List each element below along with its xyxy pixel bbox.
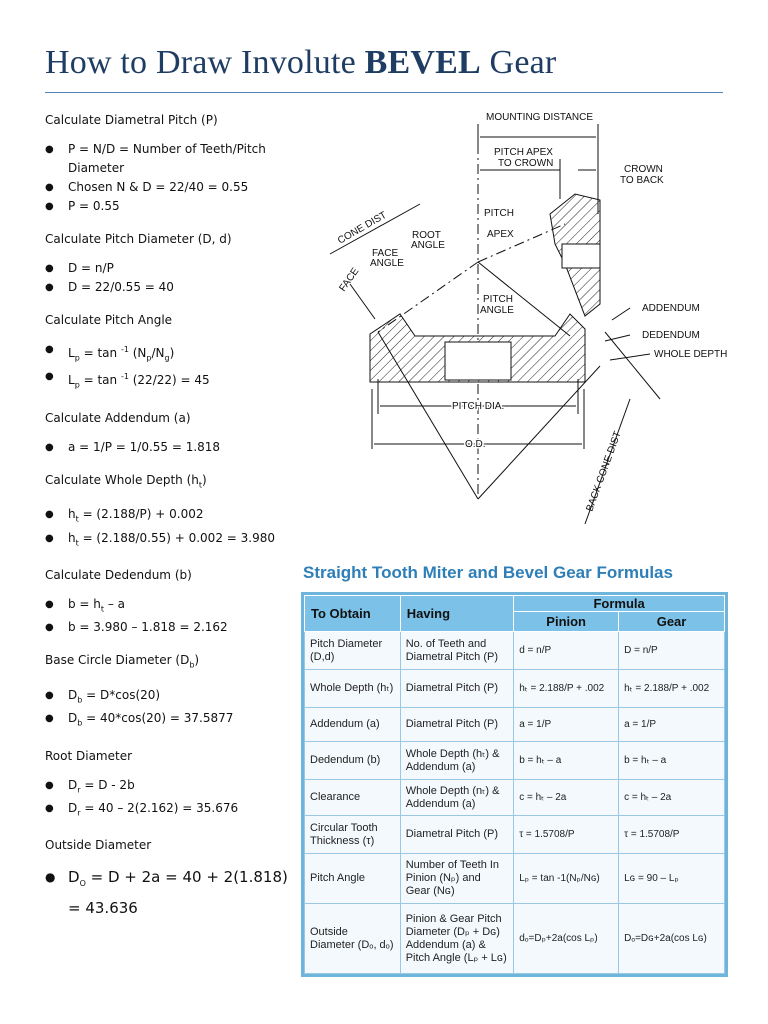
title-bold-word: BEVEL [364, 44, 481, 81]
pitch-angle-label: PITCH [483, 294, 513, 305]
section-heading: Calculate Whole Depth $(h_t)$ [45, 472, 207, 490]
table-row: Outside Diameter (Dₒ, dₒ) Pinion & Gear Pitch Diameter (Dₚ + Dɢ) Addendum (a) & Pitch Angle (Lₚ + Lɢ) dₒ=Dₚ+2a(cos Lₚ) Dₒ=Dɢ+2a(cos Lɢ) [305, 904, 725, 974]
face-angle-label: FACE [372, 248, 399, 259]
crown-back-label: TO BACK [620, 175, 664, 186]
list-item: ● $h_t = (2.188/0.55) + 0.002 = 3.980$ [45, 529, 300, 552]
bullet-list [45, 259, 300, 297]
header-pinion: Pinion [514, 612, 619, 632]
header-gear: Gear [619, 612, 725, 632]
list-item: ● $L_p = \tan ^{-1}$ $(N_p/N_g)$ [45, 340, 300, 367]
header-formula: Formula [514, 596, 725, 612]
title-rule [45, 92, 723, 93]
apex-label: APEX [487, 229, 514, 240]
whole-depth-label: WHOLE DEPTH [654, 349, 728, 360]
list-item: ● $D_b = 40*\cos(20) = 37.5877$ [45, 709, 300, 732]
table-row: Circular Tooth Thickness (τ) Diametral Pitch (P) τ = 1.5708/P τ = 1.5708/P [305, 816, 725, 854]
page-title: How to Draw Involute BEVEL Gear [45, 44, 557, 81]
bullet-list [45, 686, 300, 733]
list-item: ● b = 3.980 – 1.818 = 2.162 [45, 618, 300, 637]
section-heading: Root Diameter [45, 748, 133, 763]
bullet-list [45, 595, 300, 637]
pitch-apex-label-2: TO CROWN [498, 158, 554, 169]
bevel-gear-diagram [300, 104, 730, 554]
bullet-list [45, 865, 300, 920]
pitch-angle-label-2: ANGLE [480, 305, 514, 316]
back-cone-dist-label: BACK CONE DIST [584, 429, 624, 514]
table-row: Whole Depth (hₜ) Diametral Pitch (P) hₜ = 2.188/P + .002 hₜ = 2.188/P + .002 [305, 670, 725, 708]
section-heading: Calculate Pitch Angle [45, 313, 173, 327]
section-heading: Calculate Diametral Pitch (P) [45, 113, 218, 127]
face-label: FACE [337, 266, 362, 294]
header-to-obtain: To Obtain [305, 596, 401, 632]
root-angle-label-2: ANGLE [411, 240, 445, 251]
list-item: ● a = 1/P = 1/0.55 = 1.818 [45, 438, 300, 457]
mounting-distance-label: MOUNTING DISTANCE [486, 112, 594, 123]
list-item: ● $D_r = D - 2b$ [45, 776, 300, 799]
list-item: ● $D_O = D + 2a = 40 + 2(1.818) = 43.636$ [45, 865, 300, 920]
list-item: ● $b = h_t - a$ [45, 595, 300, 618]
calculation-steps [45, 112, 300, 935]
bullet-list [45, 140, 300, 216]
list-item: ● Chosen N & D = 22/40 = 0.55 [45, 178, 300, 197]
dedendum-label: DEDENDUM [642, 330, 700, 341]
table-row: Clearance Whole Depth (nₜ) & Addendum (a) c = hₜ – 2a c = hₜ – 2a [305, 780, 725, 816]
section-heading: Outside Diameter [45, 838, 152, 853]
formulas-table [304, 595, 725, 974]
pitch-label: PITCH [484, 208, 514, 219]
bullet-list [45, 505, 300, 552]
table-row: Pitch Angle Number of Teeth In Pinion (Nₚ) and Gear (Nɢ) Lₚ = tan -1(Nₚ/Nɢ) Lɢ = 90 – Lₚ [305, 854, 725, 904]
list-item: ● P = 0.55 [45, 197, 300, 216]
section-heading: Calculate Pitch Diameter (D, d) [45, 232, 232, 246]
section-heading: Base Circle Diameter $(D_b)$ [45, 653, 200, 670]
list-item: ● P = N/D = Number of Teeth/Pitch Diameter [45, 140, 300, 178]
list-item: ● D = 22/0.55 = 40 [45, 278, 300, 297]
pitch-dia-label: PITCH DIA. [452, 401, 505, 412]
list-item: ● $D_r = 40 - 2(2.162) = 35.676$ [45, 799, 300, 822]
cone-dist-label: CONE DIST [336, 209, 389, 247]
bullet-list [45, 340, 300, 395]
section-heading: Calculate Dedendum (b) [45, 567, 192, 582]
header-having: Having [400, 596, 514, 632]
list-item: ● $L_p = \tan ^{-1}$ (22/22) = 45 [45, 367, 300, 394]
bullet-list [45, 776, 300, 823]
addendum-label: ADDENDUM [642, 303, 700, 314]
pitch-apex-label: PITCH APEX [494, 147, 553, 158]
od-label: O.D. [465, 439, 486, 450]
bullet-list [45, 438, 300, 457]
root-angle-label: ROOT [412, 230, 441, 241]
list-item: ● D = n/P [45, 259, 300, 278]
formulas-title: Straight Tooth Miter and Bevel Gear Formulas [303, 563, 673, 582]
list-item: ● $D_b = D*\cos(20)$ [45, 686, 300, 709]
section-heading: Calculate Addendum (a) [45, 410, 191, 425]
table-row: Pitch Diameter (D,d) No. of Teeth and Diametral Pitch (P) d = n/P D = n/P [305, 632, 725, 670]
list-item: ● $h_t = (2.188/P) + 0.002$ [45, 505, 300, 528]
formulas-table-frame [301, 592, 728, 977]
table-row: Addendum (a) Diametral Pitch (P) a = 1/P a = 1/P [305, 708, 725, 742]
crown-label: CROWN [624, 164, 663, 175]
table-row: Dedendum (b) Whole Depth (hₜ) & Addendum (a) b = hₜ – a b = hₜ – a [305, 742, 725, 780]
face-angle-label-2: ANGLE [370, 258, 404, 269]
